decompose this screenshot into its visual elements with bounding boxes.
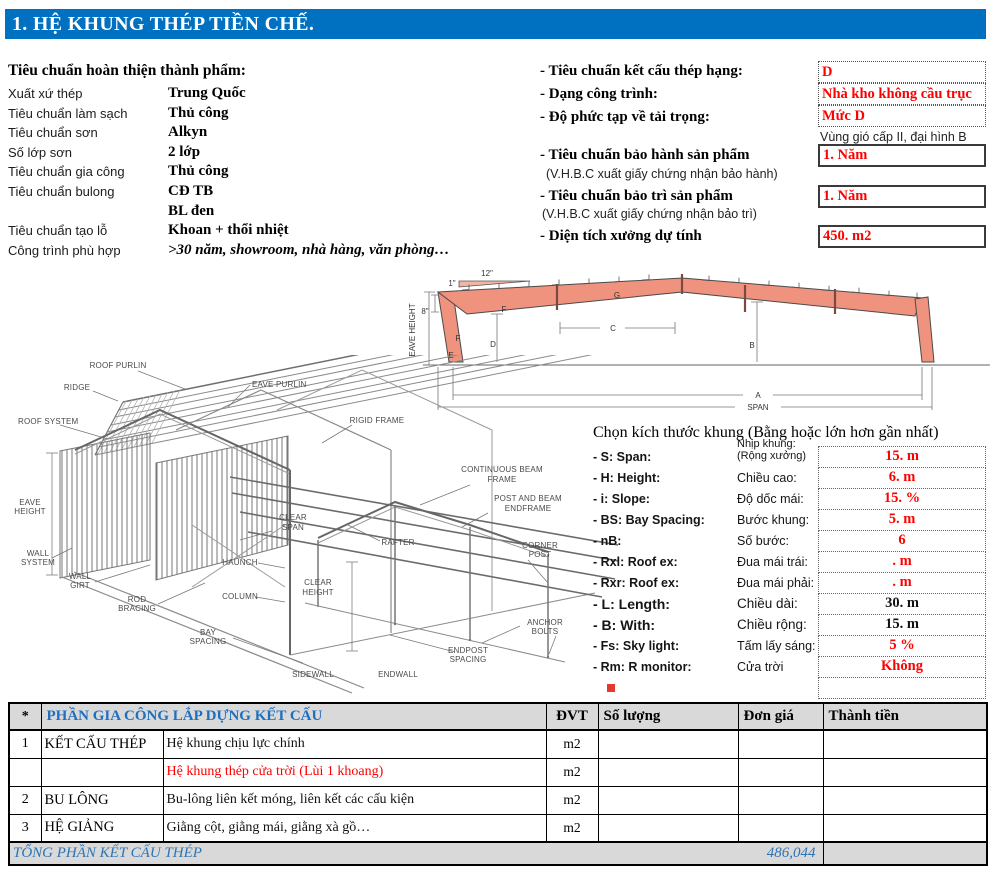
roof-purlins — [95, 355, 618, 455]
finish-value: Alkyn — [168, 124, 208, 140]
param-code: - Rxr: Roof ex: — [593, 576, 680, 590]
building-isometric-diagram — [0, 355, 618, 700]
diagram-label: CLEAR — [304, 578, 332, 587]
row-qty-cell[interactable] — [598, 786, 738, 814]
param-code: - Rm: R monitor: — [593, 660, 692, 674]
row-unit: m2 — [546, 814, 598, 842]
param-value-roof-ex-right[interactable]: . m — [818, 572, 986, 594]
param-vn: Chiều dài: — [737, 596, 798, 611]
cost-table-footer-row — [9, 842, 987, 865]
diagram-label: EAVE — [19, 498, 41, 507]
finish-label: Tiêu chuẩn tạo lỗ — [8, 223, 108, 238]
red-watermark-mark — [607, 684, 615, 692]
finish-label: Xuất xứ thép — [8, 86, 83, 101]
diagram-label: ROOF PURLIN — [89, 361, 147, 370]
footer-grand-total-cell[interactable] — [823, 842, 987, 865]
row-description: Hệ khung thép cửa trời (Lùi 1 khoang) — [163, 758, 546, 786]
spec-label-warranty: - Tiêu chuẩn bảo hành sản phẩm — [540, 147, 750, 163]
finish-value: Khoan + thổi nhiệt — [168, 222, 289, 238]
col-header-price: Đơn giá — [738, 703, 823, 730]
diagram-label: D — [490, 340, 496, 349]
diagram-label: EAVE PURLIN — [252, 380, 307, 389]
diagram-label: RIDGE — [63, 383, 91, 392]
spec-value-building-type[interactable]: Nhà kho không cầu trục — [818, 83, 986, 105]
row-total-cell[interactable] — [823, 730, 987, 758]
diagram-label: G — [613, 291, 621, 300]
row-unit: m2 — [546, 786, 598, 814]
diagram-label: GIRT — [70, 581, 90, 590]
diagram-label: F — [455, 334, 461, 343]
diagram-label: 12" — [481, 269, 493, 278]
diagram-label: ANCHOR — [527, 618, 563, 627]
col-header-qty: Số lượng — [598, 703, 738, 730]
frame-members — [438, 278, 934, 362]
param-code: - H: Height: — [593, 471, 661, 485]
param-value-width[interactable]: 15. m — [818, 614, 986, 636]
diagram-label: SPACING — [449, 655, 487, 664]
diagram-label: EAVE HEIGHT — [408, 303, 417, 357]
row-price-cell[interactable] — [738, 786, 823, 814]
param-vn: Chiều cao: — [737, 471, 797, 485]
spec-value-maintenance[interactable]: 1. Năm — [818, 185, 986, 208]
param-vn: (Rộng xưởng) — [737, 450, 806, 462]
finish-value: Thủ công — [168, 105, 229, 121]
finish-value: BL đen — [168, 203, 215, 219]
finish-value: Trung Quốc — [168, 85, 246, 101]
col-header-star: * — [9, 703, 41, 730]
param-code: - B: With: — [593, 617, 656, 633]
cost-table-header-row — [9, 703, 987, 730]
diagram-label: ROOF SYSTEM — [18, 417, 79, 426]
diagram-label: HEIGHT — [302, 588, 334, 597]
param-vn: Chiều rộng: — [737, 617, 807, 632]
diagram-label: BAY — [199, 628, 217, 637]
row-qty-cell[interactable] — [598, 730, 738, 758]
diagram-label: SIDEWALL — [292, 670, 334, 679]
diagram-label: 1" — [448, 279, 456, 288]
diagram-label: ROD — [127, 595, 147, 604]
finish-value: 2 lớp — [168, 144, 201, 160]
diagram-label: F — [501, 305, 507, 314]
finish-value: Thủ công — [168, 163, 229, 179]
diagram-label: SPAN — [747, 403, 769, 412]
param-value-slope[interactable]: 15. % — [818, 488, 986, 510]
diagram-label: ENDPOST — [447, 646, 489, 655]
param-value-roof-ex-left[interactable]: . m — [818, 551, 986, 573]
param-code: - BS: Bay Spacing: — [593, 513, 705, 527]
row-category: HỆ GIẢNG — [41, 814, 163, 842]
param-vn: Nhịp khung: — [737, 438, 796, 450]
spec-label-maintenance: - Tiêu chuẩn bảo trì sản phẩm — [540, 188, 733, 204]
diagram-label: 8" — [421, 307, 429, 316]
diagram-label: E — [448, 351, 454, 360]
col-header-unit: ĐVT — [546, 703, 598, 730]
diagram-label: FRAME — [487, 475, 517, 484]
row-no: 3 — [9, 814, 41, 842]
finish-label: Tiêu chuẩn bulong — [8, 184, 115, 199]
param-code: - nB: — [593, 534, 622, 548]
row-unit: m2 — [546, 758, 598, 786]
diagram-label: HAUNCH — [222, 558, 258, 567]
param-value-empty[interactable] — [818, 677, 986, 699]
diagram-label: ENDWALL — [378, 670, 418, 679]
diagram-label: SPACING — [189, 637, 227, 646]
diagram-label: A — [755, 391, 761, 400]
row-no: 1 — [9, 730, 41, 758]
param-code: - Rxl: Roof ex: — [593, 555, 678, 569]
diagram-label: CONTINUOUS BEAM — [461, 465, 543, 474]
finish-label: Công trình phù hợp — [8, 243, 121, 258]
param-vn: Đua mái phải: — [737, 576, 815, 590]
diagram-label: BOLTS — [531, 627, 559, 636]
col-header-main: PHẦN GIA CÔNG LẮP DỰNG KẾT CẤU — [41, 703, 546, 730]
param-value-num-bays[interactable]: 6 — [818, 530, 986, 552]
row-category — [41, 758, 163, 786]
param-vn: Độ dốc mái: — [737, 492, 804, 506]
diagram-label: C — [610, 324, 616, 333]
row-category: BU LÔNG — [41, 786, 163, 814]
param-value-length[interactable]: 30. m — [818, 593, 986, 615]
row-description: Giằng cột, giằng mái, giằng xà gồ… — [163, 814, 546, 842]
param-vn: Cửa trời — [737, 660, 784, 674]
param-vn: Số bước: — [737, 534, 790, 548]
diagram-label: B — [749, 341, 755, 350]
spec-label-area: - Diện tích xưởng dự tính — [540, 228, 702, 244]
param-value-skylight[interactable]: 5 % — [818, 635, 986, 657]
spec-value-load-complexity[interactable]: Mức D — [818, 105, 986, 127]
diagram-label: CORNER — [522, 541, 558, 550]
wind-zone-note: Vùng gió cấp II, đại hình B — [820, 130, 967, 144]
param-value-roof-monitor[interactable]: Không — [818, 656, 986, 678]
slope-triangle — [459, 281, 530, 287]
spec-label-load-complexity: - Độ phức tạp về tải trọng: — [540, 109, 710, 125]
finish-value: >30 năm, showroom, nhà hàng, văn phòng… — [168, 242, 450, 258]
diagram-label: ENDFRAME — [504, 504, 552, 513]
row-total-cell[interactable] — [823, 786, 987, 814]
frame-size-title: Chọn kích thước khung (Bằng hoặc lớn hơn gần nhất) — [593, 424, 939, 441]
diagram-label: RIGID FRAME — [349, 416, 405, 425]
diagram-label: POST — [528, 550, 552, 559]
finish-label: Tiêu chuẩn làm sạch — [8, 106, 128, 121]
diagram-label: CLEAR — [279, 513, 307, 522]
spec-label-steel-grade: - Tiêu chuẩn kết cấu thép hạng: — [540, 63, 743, 79]
row-description: Hệ khung chịu lực chính — [163, 730, 546, 758]
param-value-height[interactable]: 6. m — [818, 467, 986, 489]
footer-total-label: TỔNG PHẦN KẾT CẤU THÉP — [13, 845, 202, 861]
diagram-label: SYSTEM — [20, 558, 56, 567]
param-code: - Fs: Sky light: — [593, 639, 680, 653]
spec-value-warranty[interactable]: 1. Năm — [818, 144, 986, 167]
cost-table — [8, 702, 988, 866]
row-qty-cell[interactable] — [598, 814, 738, 842]
spec-value-area[interactable]: 450. m2 — [818, 225, 986, 248]
row-qty-cell[interactable] — [598, 758, 738, 786]
spec-value-steel-grade[interactable]: D — [818, 61, 986, 83]
row-price-cell[interactable] — [738, 730, 823, 758]
section-title: 1. HỆ KHUNG THÉP TIỀN CHẾ. — [5, 9, 986, 39]
diagram-label: SPAN — [282, 523, 304, 532]
diagram-label: HEIGHT — [14, 507, 46, 516]
param-vn: Tấm lấy sáng: — [737, 639, 816, 653]
diagram-label: POST AND BEAM — [494, 494, 562, 503]
warranty-note: (V.H.B.C xuất giấy chứng nhận bảo hành) — [546, 167, 778, 181]
param-vn: Bước khung: — [737, 513, 810, 527]
finish-label: Tiêu chuẩn sơn — [8, 125, 98, 140]
finish-label: Số lớp sơn — [8, 145, 73, 160]
table-row — [9, 730, 987, 758]
row-no: 2 — [9, 786, 41, 814]
diagram-label: RAFTER — [381, 538, 415, 547]
table-row — [9, 814, 987, 842]
row-price-cell[interactable] — [738, 814, 823, 842]
diagram-label: BRACING — [118, 604, 156, 613]
row-total-cell[interactable] — [823, 758, 987, 786]
diagram-label: COLUMN — [222, 592, 258, 601]
param-vn: Đua mái trái: — [737, 555, 808, 569]
finish-label: Tiêu chuẩn gia công — [8, 164, 125, 179]
row-unit: m2 — [546, 730, 598, 758]
footer-total-value: 486,044 — [766, 845, 816, 861]
diagram-label: WALL — [68, 572, 92, 581]
spec-label-building-type: - Dạng công trình: — [540, 86, 658, 102]
param-code: - i: Slope: — [593, 492, 650, 506]
table-row — [9, 786, 987, 814]
row-total-cell[interactable] — [823, 814, 987, 842]
param-value-span[interactable]: 15. m — [818, 446, 986, 468]
table-row — [9, 758, 987, 786]
col-header-total: Thành tiền — [823, 703, 987, 730]
maintenance-note: (V.H.B.C xuất giấy chứng nhận bảo trì) — [542, 207, 757, 221]
row-category: KẾT CẤU THÉP — [41, 730, 163, 758]
finish-value: CĐ TB — [168, 183, 214, 199]
post-and-beam-endframe — [305, 502, 565, 662]
row-description: Bu-lông liên kết móng, liên kết các cấu kiện — [163, 786, 546, 814]
param-value-bay-spacing[interactable]: 5. m — [818, 509, 986, 531]
row-price-cell[interactable] — [738, 758, 823, 786]
param-code: - L: Length: — [593, 596, 670, 612]
row-no — [9, 758, 41, 786]
diagram-label: WALL — [26, 549, 50, 558]
finish-standards-heading: Tiêu chuẩn hoàn thiện thành phẩm: — [8, 62, 246, 79]
param-code: - S: Span: — [593, 450, 652, 464]
